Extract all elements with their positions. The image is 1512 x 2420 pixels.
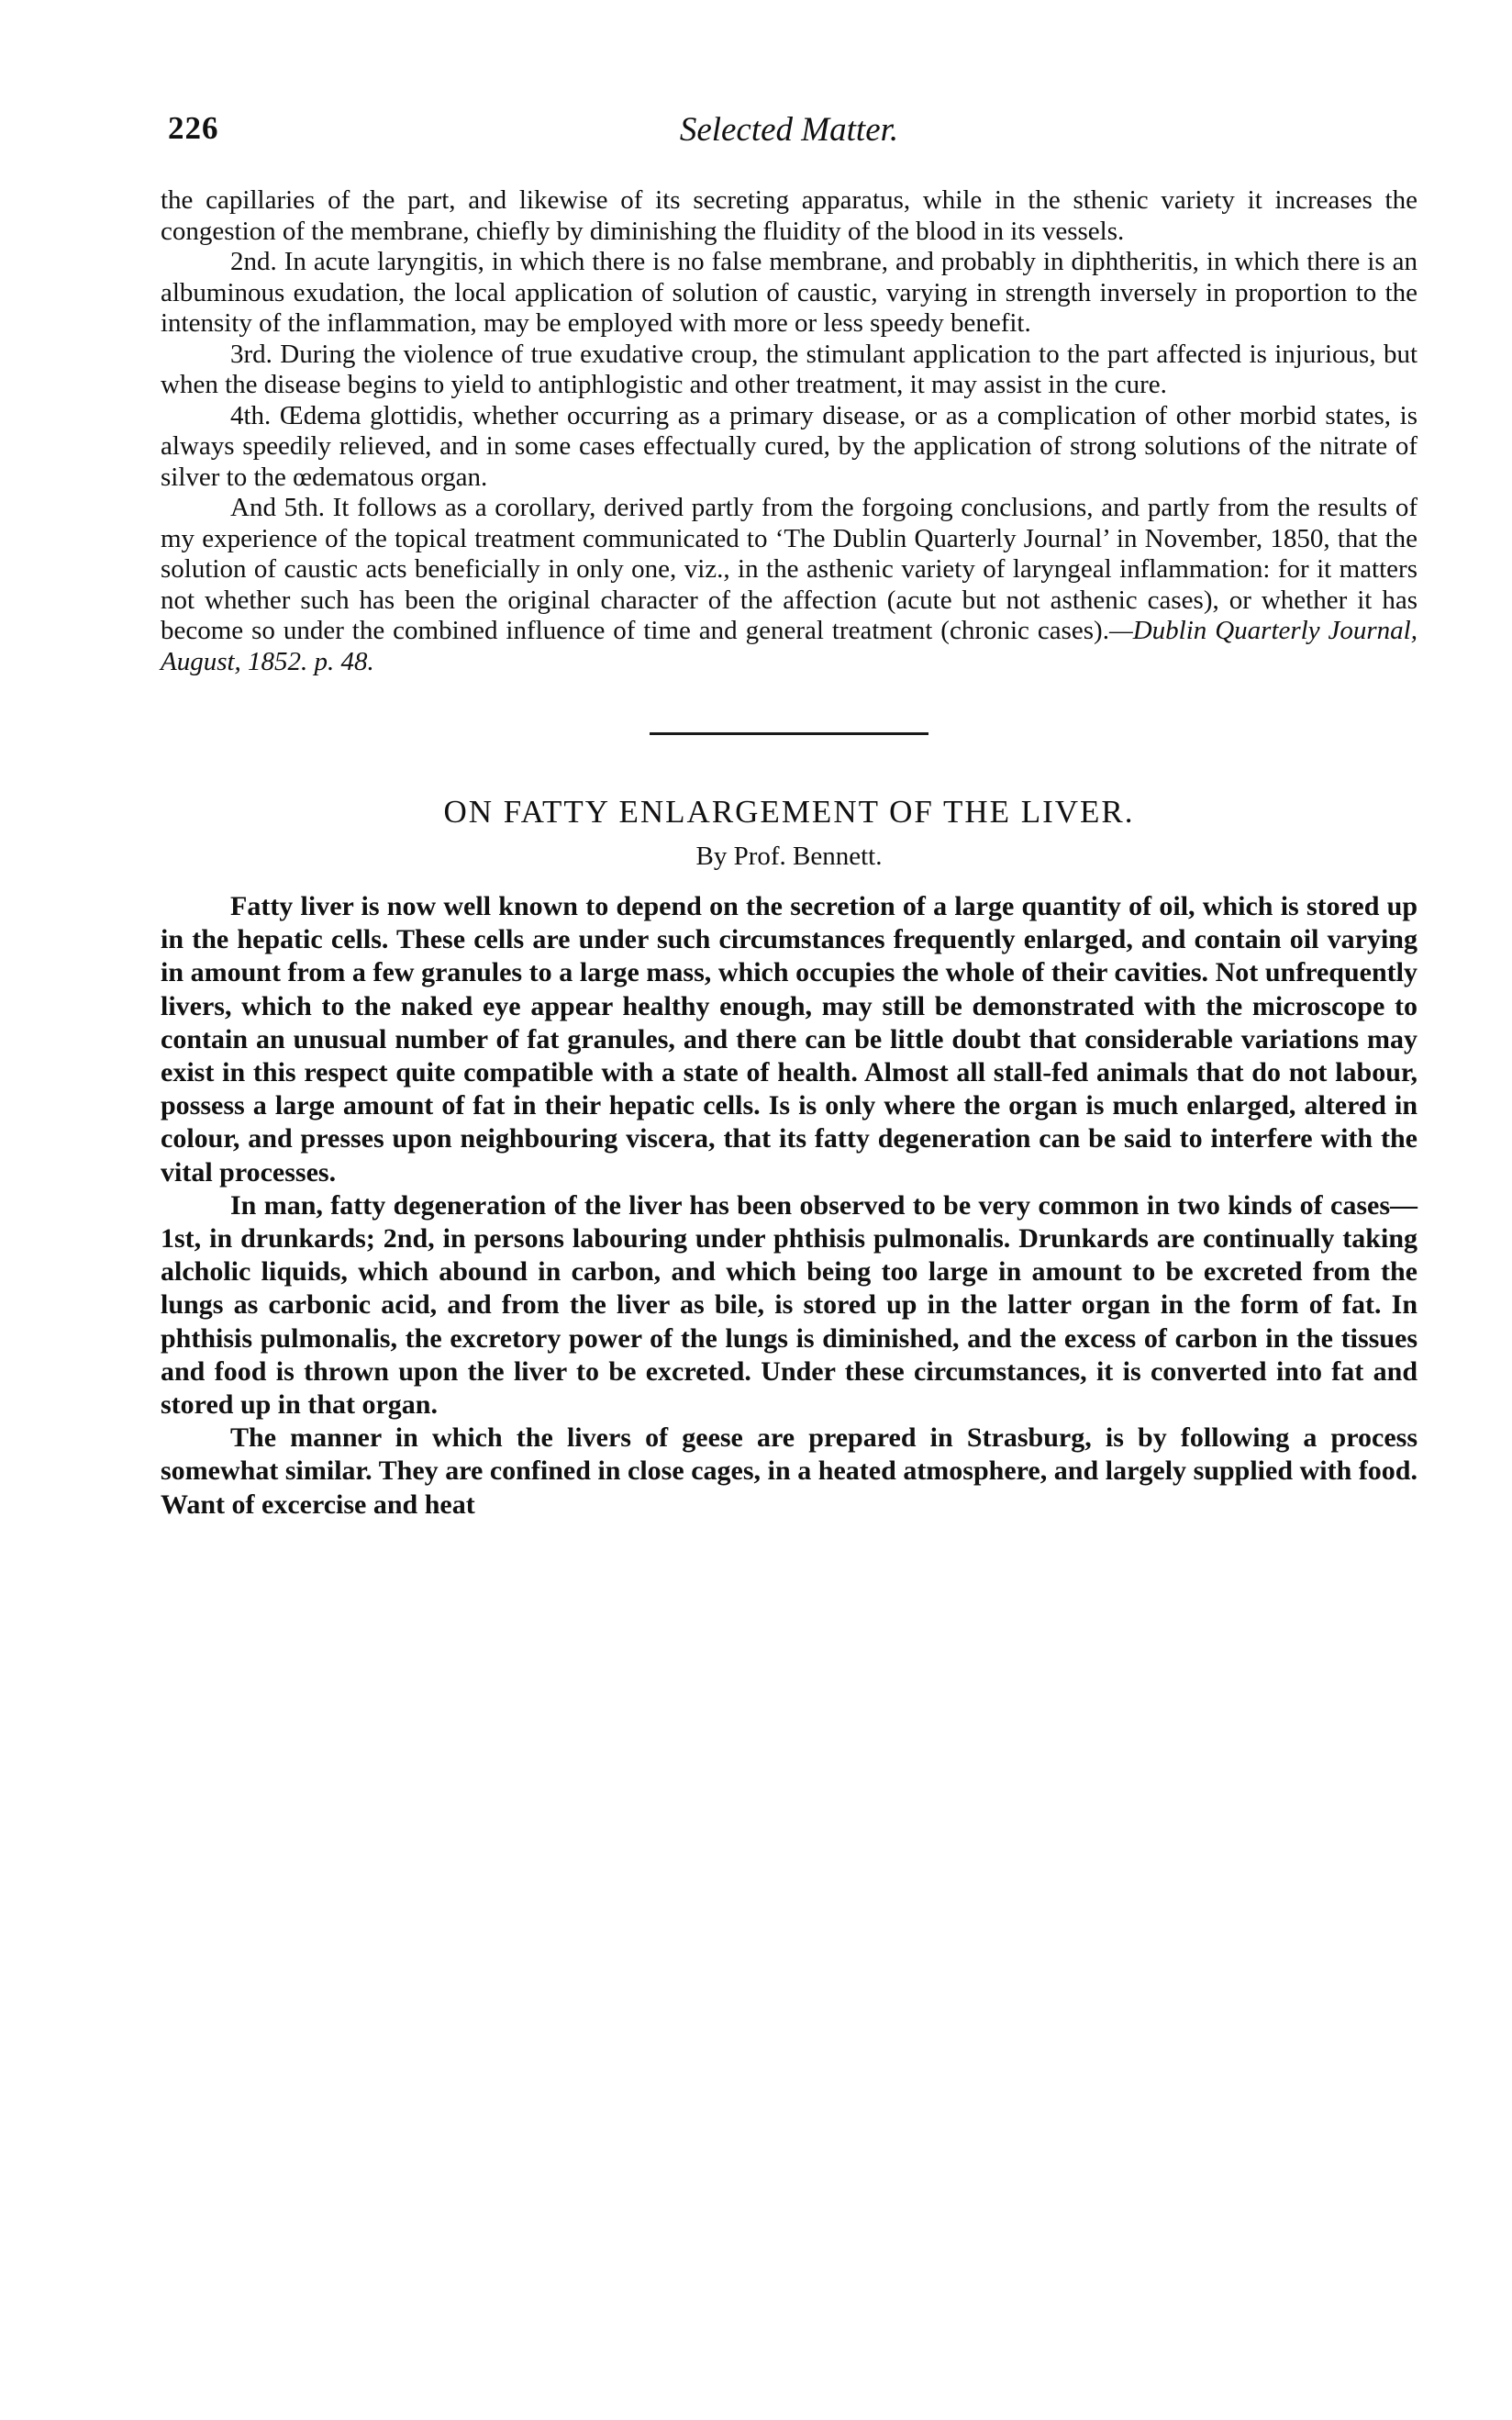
page-number: 226 [168,110,219,146]
paragraph-text: And 5th. It follows as a corollary, derived partly from the forgoing conclusions, and partly from the results of my experience of the topical treatment communicated to ‘The Dublin Quarterly Journal’ in November, 1850, that the solution of caustic acts beneficially in only one, viz., in the asthenic variety of laryngeal inflammation: for it matters not whether such has been the original character of the affection (acute but not asthenic cases), or whether it has become so under the combined influence of time and general treatment (chronic cases). [161,493,1418,645]
book-page [161,110,1418,1522]
citation: —Dublin Quarterly Journal, August, 1852. p. 48. [161,616,1418,676]
paragraph: the capillaries of the part, and likewise of its secreting apparatus, while in the sthenic variety it increases the congestion of the membrane, chiefly by diminishing the fluidity of the blood in its vessels. [161,185,1418,246]
previous-article-text [161,185,1418,677]
section-divider [650,732,928,735]
article-title: ON FATTY ENLARGEMENT OF THE LIVER. [443,794,1135,830]
paragraph: 2nd. In acute laryngitis, in which there is no false membrane, and probably in diphtheritis, in which there is an albuminous exudation, the local application of solution of caustic, varying in strength inversely in proportion to the intensity of the inflammation, may be employed with more or less speedy benefit. [161,247,1418,338]
paragraph: In man, fatty degeneration of the liver has been observed to be very common in two kinds of cases—1st, in drunkards; 2nd, in persons labouring under phthisis pulmonalis. Drunkards are continually taking alcholic liquids, which abound in carbon, and which being too large in amount to be excreted from the lungs as carbonic acid, and from the liver as bile, is stored up in the latter organ in the form of fat. In phthisis pulmonalis, the excretory power of the lungs is diminished, and the excess of carbon in the tissues and food is thrown upon the liver to be excreted. Under these circumstances, it is converted into fat and stored up in that organ. [161,1189,1418,1421]
running-title: Selected Matter. [679,111,899,149]
paragraph: Fatty liver is now well known to depend on the secretion of a large quantity of oil, which is stored up in the hepatic cells. These cells are under such circumstances frequently enlarged, and contain oil varying in amount from a few granules to a large mass, which occupies the whole of their cavities. Not unfrequently livers, which to the naked eye appear healthy enough, may still be demonstrated with the microscope to contain an unusual number of fat granules, and there can be little doubt that considerable variations may exist in this respect quite compatible with a state of health. Almost all stall-fed animals that do not labour, possess a large amount of fat in their hepatic cells. Is is only where the organ is much enlarged, altered in colour, and presses upon neighbouring viscera, that its fatty degeneration can be said to interfere with the vital processes. [161,891,1418,1188]
running-head [161,110,1418,165]
article-text [161,890,1418,1522]
paragraph: The manner in which the livers of geese are prepared in Strasburg, is by following a process somewhat similar. They are confined in close cages, in a heated atmosphere, and largely supplied with food. Want of excercise and heat [161,1422,1418,1520]
paragraph: 4th. Œdema glottidis, whether occurring as a primary disease, or as a complication of other morbid states, is always speedily relieved, and in some cases effectually cured, by the application of strong solutions of the nitrate of silver to the œdematous organ. [161,400,1418,492]
article-byline: By Prof. Bennett. [695,842,883,871]
paragraph [161,493,1418,677]
paragraph: 3rd. During the violence of true exudative croup, the stimulant application to the part affected is injurious, but when the disease begins to yield to antiphlogistic and other treatment, it may assist in the cure. [161,339,1418,399]
